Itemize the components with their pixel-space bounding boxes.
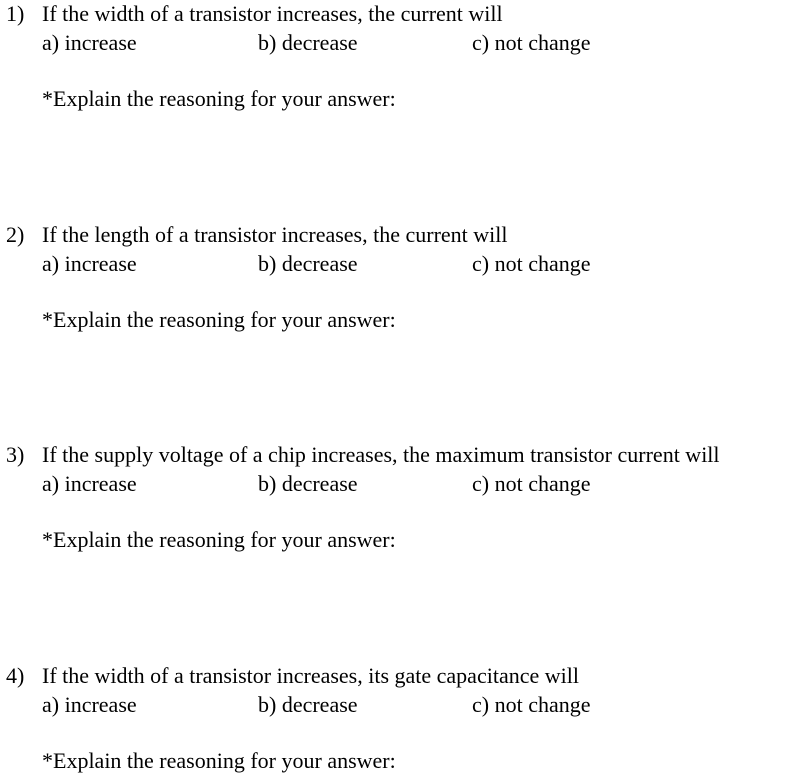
option-b: b) decrease (258, 251, 358, 276)
explain-prompt: *Explain the reasoning for your answer: (42, 307, 396, 332)
explain-prompt: *Explain the reasoning for your answer: (42, 748, 396, 773)
option-a: a) increase (42, 471, 137, 496)
question-stem: If the supply voltage of a chip increases, the maximum transistor current will (42, 442, 720, 467)
question-number: 3) (6, 442, 25, 467)
option-a: a) increase (42, 251, 137, 276)
option-b: b) decrease (258, 30, 358, 55)
explain-prompt: *Explain the reasoning for your answer: (42, 527, 396, 552)
option-c: c) not change (472, 471, 591, 496)
option-b: b) decrease (258, 692, 358, 717)
explain-prompt: *Explain the reasoning for your answer: (42, 86, 396, 111)
question-number: 1) (6, 1, 25, 26)
option-b: b) decrease (258, 471, 358, 496)
option-c: c) not change (472, 692, 591, 717)
option-a: a) increase (42, 30, 137, 55)
option-a: a) increase (42, 692, 137, 717)
option-c: c) not change (472, 251, 591, 276)
question-number: 2) (6, 222, 25, 247)
question-stem: If the width of a transistor increases, its gate capacitance will (42, 663, 579, 688)
question-stem: If the width of a transistor increases, the current will (42, 1, 503, 26)
option-c: c) not change (472, 30, 591, 55)
question-number: 4) (6, 663, 25, 688)
question-stem: If the length of a transistor increases, the current will (42, 222, 508, 247)
